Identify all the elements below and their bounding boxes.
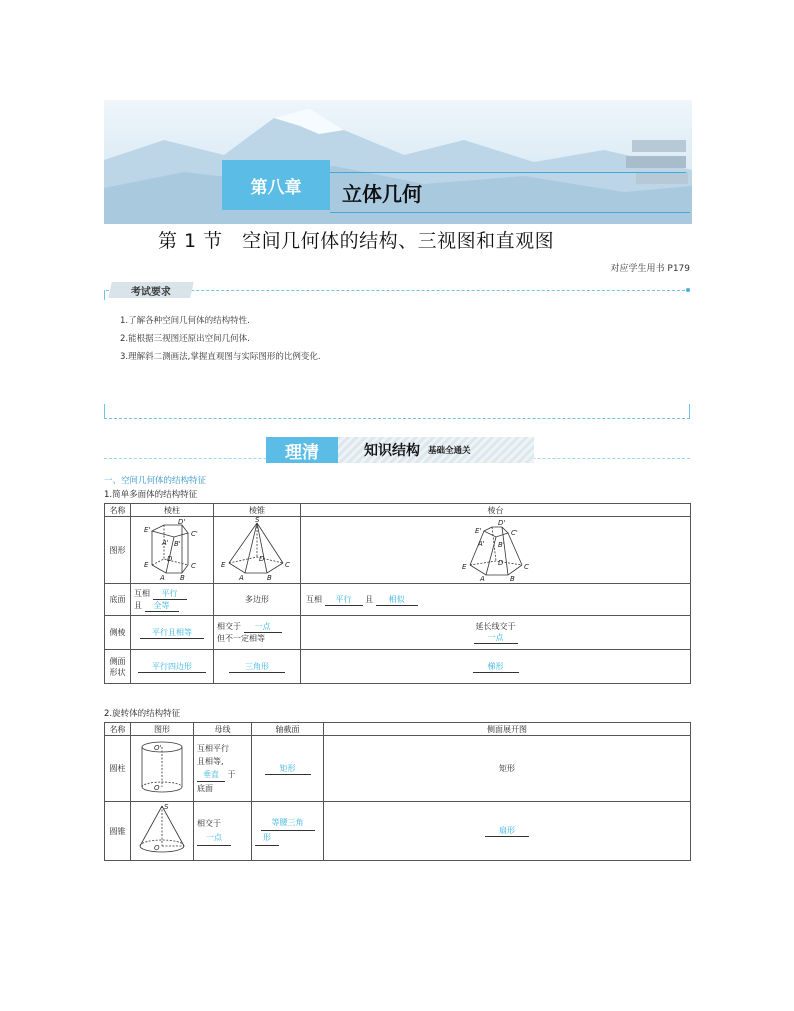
frustum-lateral-face-cell [301,650,691,684]
vertex-label: B' [497,541,505,549]
frustum-figure-cell [301,517,691,584]
row-label-figure: 图形 [105,517,131,584]
table-row [105,723,691,736]
answer-blank: 一点 [197,831,231,846]
row-label-lateral-edge: 侧棱 [105,616,131,650]
vertex-label: B [509,575,515,581]
answer-blank: 一点 [474,632,518,644]
vertex-label: D [167,555,173,563]
requirements-tag: 考试要求 [108,282,193,298]
cylinder-axial-cell [252,736,324,802]
book-reference: 对应学生用书 P179 [610,264,690,274]
vertex-label: E' [144,526,151,534]
prism-figure [134,517,210,581]
text: 且 [365,594,374,604]
solids-of-revolution-table [104,722,691,861]
requirements-bottom-border [104,418,690,419]
table-row [105,616,691,650]
table-row [105,584,691,616]
text: 形状 [109,667,126,677]
header-generatrix: 母线 [194,723,252,736]
frustum-figure [456,517,536,581]
prism-figure-cell [131,517,214,584]
chapter-title-bottom-rule [330,212,690,213]
answer-blank: 平行 [325,594,363,606]
knowledge-banner-sub: 基础全通关 [428,446,471,456]
vertex-label: A [479,575,485,581]
cone-figure [134,802,190,858]
requirement-item: 3.理解斜二测画法,掌握直观图与实际图形的比例变化. [120,352,321,362]
header-name: 名称 [105,723,131,736]
requirements-right-edge-bottom [689,404,690,418]
pyramid-figure [217,517,297,581]
text: 但不一定相等 [217,634,265,643]
answer-blank: 等腰三角 [261,816,315,831]
header-figure: 图形 [131,723,194,736]
vertex-label: E [461,563,466,571]
knowledge-banner-left: 理清 [266,437,338,463]
requirement-item: 2.能根据三视图还原出空间几何体. [120,334,250,344]
pyramid-base-cell: 多边形 [214,584,301,616]
vertex-label: D [259,555,265,563]
vertex-label: C [285,561,290,569]
text: 相交于 [197,818,221,828]
answer-blank: 矩形 [265,763,311,775]
center-label: O' [154,743,162,752]
text: 相交于 [217,622,241,631]
cone-development-cell [324,802,691,861]
header-prism: 棱柱 [131,504,214,517]
vertex-label: E [221,561,226,569]
table-row [105,802,691,861]
answer-blank: 梯形 [473,661,519,673]
answer-blank: 三角形 [229,661,285,673]
header-development: 侧面展开图 [324,723,691,736]
answer-blank: 扇形 [485,825,529,837]
vertex-label: A [160,574,165,581]
text: 且相等, [197,757,224,766]
prism-base-cell [131,584,214,616]
center-label: O [154,783,160,792]
cylinder-figure-cell [131,736,194,802]
vertex-label: E [144,561,149,569]
text: 互相 [134,588,150,598]
knowledge-banner-main: 知识结构 [364,443,420,459]
header-axial-section: 轴截面 [252,723,324,736]
vertex-label: C [523,563,529,571]
vertex-label: A' [162,539,169,547]
requirements-list [120,312,321,366]
text: 于 [227,770,236,779]
answer-blank: 相似 [376,594,418,606]
requirement-item: 1.了解各种空间几何体的结构特性. [120,316,250,326]
polyhedra-table [104,503,691,684]
vertex-label: B [180,574,185,581]
vertex-label: D [497,559,503,567]
header-frustum: 棱台 [301,504,691,517]
pyramid-lateral-face-cell [214,650,301,684]
pyramid-figure-cell [214,517,301,584]
cone-generatrix-cell [194,802,252,861]
header-name: 名称 [105,504,131,517]
chapter-number-box: 第八章 [222,160,330,210]
answer-blank: 垂直 [197,768,225,782]
header-pyramid: 棱锥 [214,504,301,517]
requirements-left-edge-bottom [104,404,105,418]
vertex-label: E' [474,527,481,535]
requirements-left-edge [104,290,105,300]
vertex-label: B' [174,540,181,548]
table-row [105,517,691,584]
text: 侧面 [109,656,126,666]
vertex-label: A' [477,540,485,548]
row-label-cylinder: 圆柱 [105,736,131,802]
cylinder-development-cell: 矩形 [324,736,691,802]
row-label-lateral-face [105,650,131,684]
cylinder-generatrix-cell [194,736,252,802]
chapter-title: 立体几何 [342,182,422,206]
vertex-label: C' [510,529,518,537]
knowledge-banner-right [338,437,534,463]
vertex-label: D' [497,519,505,527]
table-row [105,650,691,684]
answer-blank: 全等 [145,600,179,612]
pyramid-lateral-edge-cell [214,616,301,650]
table1-title: 1.简单多面体的结构特征 [104,490,198,500]
cylinder-figure [134,737,190,799]
row-label-cone: 圆锥 [105,802,131,861]
answer-blank: 一点 [244,621,282,633]
cone-axial-cell [252,802,324,861]
section1-heading: 一、空间几何体的结构特征 [104,476,207,486]
vertex-label: D' [178,518,186,526]
text: 互相平行 [197,744,229,753]
table2-title: 2.旋转体的结构特征 [104,709,181,719]
prism-lateral-face-cell [131,650,214,684]
frustum-lateral-edge-cell [301,616,691,650]
answer-blank: 平行且相等 [140,627,204,639]
apex-label: S [164,803,169,811]
text: 互相 [306,594,322,604]
chapter-title-top-rule [330,172,686,173]
requirements-top-border [106,290,690,291]
vertex-label: C' [191,530,198,538]
vertex-label: B [267,574,272,581]
answer-blank: 平行 [153,588,187,600]
vertex-label: S [255,517,260,524]
prism-lateral-edge-cell [131,616,214,650]
table-row [105,736,691,802]
cone-figure-cell [131,802,194,861]
row-label-base: 底面 [105,584,131,616]
answer-blank: 平行四边形 [138,661,206,673]
center-label: O [154,844,160,852]
table-row [105,504,691,517]
frustum-base-cell [301,584,691,616]
vertex-label: C [191,562,196,570]
text: 延长线交于 [475,622,516,631]
vertex-label: A [239,574,244,581]
text: 且 [134,600,142,610]
section-title: 第 1 节 空间几何体的结构、三视图和直观图 [158,230,555,252]
text: 底面 [197,784,213,793]
answer-blank: 形 [255,831,279,846]
border-dot [686,288,690,292]
